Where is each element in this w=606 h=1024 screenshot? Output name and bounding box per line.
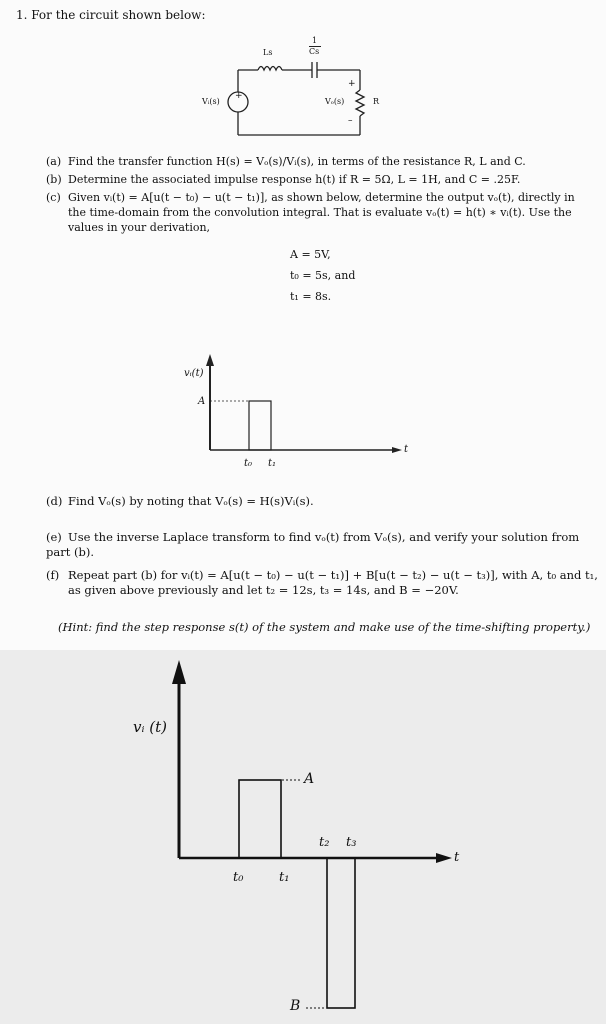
graph1-t0-label: t₀ bbox=[244, 458, 253, 469]
source-plus-sign: + bbox=[235, 91, 243, 101]
output-label: Vₒ(s) bbox=[325, 97, 345, 106]
output-minus-sign: – bbox=[348, 116, 353, 126]
part-e: (e) Use the inverse Laplace transform to find vₒ(t) from Vₒ(s), and verify your solution from part (b). bbox=[46, 530, 580, 559]
graph2-x-arrow bbox=[436, 853, 452, 863]
inductor-symbol bbox=[258, 67, 282, 71]
part-c: (c) Given vᵢ(t) = A[u(t − t₀) − u(t − t₁)], as shown below, determine the output vₒ(t), directly in the time-domain from the convolution integral. That is evaluate vₒ(t) = h(t) ∗ vᵢ(t). Use the values in your derivation, bbox=[46, 191, 575, 234]
graph2-pulse-a bbox=[239, 780, 281, 858]
graph2-ylabel: vᵢ (t) bbox=[133, 718, 167, 736]
graph1-level-label: A bbox=[198, 396, 206, 407]
resistor-symbol bbox=[356, 90, 364, 116]
graph1-x-arrow bbox=[392, 447, 402, 453]
part-b: (b) Determine the associated impulse response h(t) if R = 5Ω, L = 1H, and C = .25F. bbox=[46, 173, 521, 186]
graph1-pulse bbox=[249, 401, 271, 450]
graph2-t0-label: t₀ bbox=[233, 870, 244, 885]
capacitor-label-denominator: Cs bbox=[309, 47, 320, 56]
capacitor-label-numerator: 1 bbox=[312, 36, 318, 45]
graph-2 bbox=[172, 660, 452, 1008]
graph-1 bbox=[206, 354, 402, 453]
graph2-pulse-b bbox=[327, 858, 355, 1008]
graph2-a-label: A bbox=[304, 771, 315, 787]
graph2-t2-label: t₂ bbox=[319, 835, 330, 850]
graph1-y-arrow bbox=[206, 354, 214, 366]
inductor-label: Ls bbox=[263, 48, 273, 57]
graph2-b-label: B bbox=[290, 998, 301, 1014]
graph2-t1-label: t₁ bbox=[279, 870, 290, 885]
part-f: (f) Repeat part (b) for vᵢ(t) = A[u(t − t₀) − u(t − t₁)] + B[u(t − t₂) − u(t − t₃)], with A, t₀ and t₁, as given above previously and let t₂ = 12s, t₃ = 14s, and B = −20V. bbox=[46, 568, 598, 597]
source-label: Vᵢ(s) bbox=[202, 97, 220, 106]
graph2-t3-label: t₃ bbox=[346, 835, 357, 850]
graph1-t1-label: t₁ bbox=[268, 458, 277, 469]
resistor-label: R bbox=[373, 97, 380, 106]
part-d: (d) Find Vₒ(s) by noting that Vₒ(s) = H(s)Vᵢ(s). bbox=[46, 494, 314, 508]
hint-text: (Hint: find the step response s(t) of the system and make use of the time-shifting property.) bbox=[58, 620, 591, 634]
problem-title: 1. For the circuit shown below: bbox=[16, 8, 206, 22]
output-plus-sign: + bbox=[348, 79, 356, 89]
graph2-y-arrow bbox=[172, 660, 186, 684]
graph2-xlabel: t bbox=[454, 850, 460, 865]
parameter-values: A = 5V, t₀ = 5s, and t₁ = 8s. bbox=[290, 248, 356, 303]
graph1-xlabel: t bbox=[404, 444, 409, 455]
part-a: (a) Find the transfer function H(s) = Vₒ(s)/Vᵢ(s), in terms of the resistance R, L and C. bbox=[46, 155, 526, 168]
graph1-ylabel: vᵢ(t) bbox=[184, 368, 204, 379]
